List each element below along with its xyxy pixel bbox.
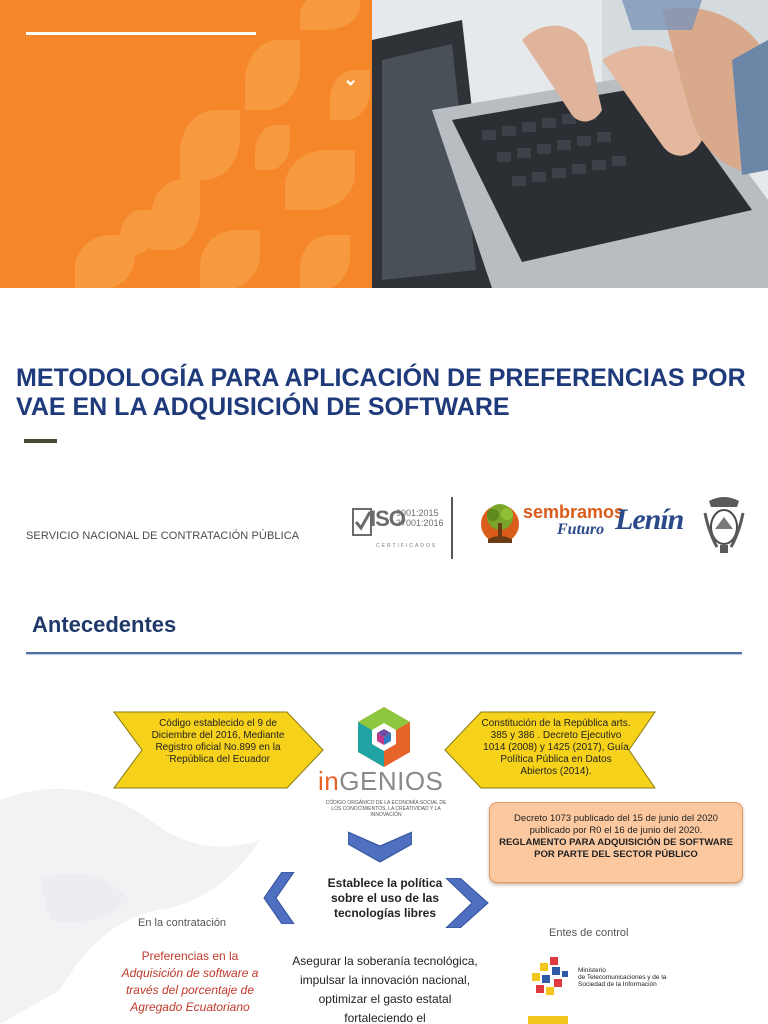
preferencias-text	[110, 948, 270, 1016]
constitucion-arrow-box	[443, 710, 657, 790]
preferencias-lead: Preferencias en la	[141, 949, 239, 963]
ingenios-genios: GENIOS	[339, 766, 444, 796]
ingenios-wordmark	[318, 766, 443, 797]
ingenios-in: in	[318, 766, 340, 796]
mintel-line: Sociedad de la Información	[578, 981, 657, 988]
leaf-shape	[150, 180, 200, 250]
constitucion-text: Constitución de la República arts. 385 y 386 . Decreto Ejecutivo 1014 (2008) y 1425 (2017), Guía Política Pública en Datos Abiertos (2014).	[481, 718, 631, 777]
iso-label: ISO	[370, 506, 405, 531]
codigo-arrow-box	[112, 710, 325, 790]
leaf-shape	[245, 40, 300, 110]
laptop-photo	[372, 0, 768, 288]
cover-banner	[0, 0, 768, 288]
leaf-shape	[180, 110, 240, 180]
yellow-accent-bar	[528, 1016, 568, 1024]
laptop-typing-image	[372, 0, 768, 288]
agency-name: SERVICIO NACIONAL DE CONTRATACIÓN PÚBLICA	[26, 530, 300, 542]
preferencias-rest: Adquisición de software a través del porcentaje de Agregado Ecuatoriano	[121, 966, 259, 1014]
iso-certified-label: CERTIFICADOS	[376, 543, 438, 549]
codigo-text: Código establecido el 9 de Diciembre del 2016, Mediante Registro oficial No.899 en la ¨República del Ecuador	[151, 718, 285, 765]
leaf-shape	[300, 0, 360, 30]
ingenios-cube-icon	[355, 705, 413, 769]
entes-heading: Entes de control	[549, 927, 629, 939]
logo-divider	[451, 497, 453, 559]
ingenios-subtitle: CÓDIGO ORGÁNICO DE LA ECONOMÍA SOCIAL DE LOS CONOCIMIENTOS, LA CREATIVIDAD Y LA INNOVACIÓN	[325, 800, 447, 818]
leaf-shape	[300, 235, 350, 288]
mintel-line: Ministerio	[578, 967, 606, 974]
leaf-shape	[285, 150, 355, 210]
page-title: METODOLOGÍA PARA APLICACIÓN DE PREFERENCIAS POR VAE EN LA ADQUISICIÓN DE SOFTWARE	[16, 364, 746, 421]
mintel-logo-icon	[530, 957, 574, 999]
mintel-name	[578, 967, 666, 988]
coat-of-arms-icon	[703, 493, 745, 555]
leaf-shape	[200, 230, 260, 288]
reglamento-line: REGLAMENTO PARA ADQUISICIÓN DE SOFTWARE POR PARTE DEL SECTOR PÚBLICO	[499, 837, 733, 860]
title-underline	[24, 439, 57, 443]
decreto-line: Decreto 1073 publicado del 15 de junio del 2020 publicado por R0 el 16 de junio del 2020.	[514, 813, 718, 836]
sembramos-logo-text: sembramos	[523, 502, 625, 522]
chevron-left-icon	[262, 872, 296, 924]
iso-numbers: 9001:2015 37001:2016	[396, 508, 444, 528]
banner-line	[26, 32, 256, 35]
orange-panel	[0, 0, 372, 288]
decreto-box	[489, 802, 743, 883]
contratacion-heading: En la contratación	[138, 917, 227, 929]
soberania-text: Asegurar la soberanía tecnológica, impulsar la innovación nacional, optimizar el gasto estatal fortaleciendo el	[292, 954, 478, 1024]
section-title: Antecedentes	[32, 612, 177, 637]
leaf-shape	[255, 125, 290, 170]
lenin-logo-text: Lenín	[615, 503, 684, 536]
section-divider	[26, 652, 742, 654]
tree-logo-icon	[480, 495, 520, 553]
mintel-line: de Telecomunicaciones y de la	[578, 974, 667, 981]
chevron-down-icon	[348, 830, 412, 864]
politica-text: Establece la política sobre el uso de las tecnologías libres	[327, 876, 443, 920]
futuro-logo-text: Futuro	[557, 521, 605, 538]
chevron-down-icon: ⌄	[343, 69, 359, 89]
